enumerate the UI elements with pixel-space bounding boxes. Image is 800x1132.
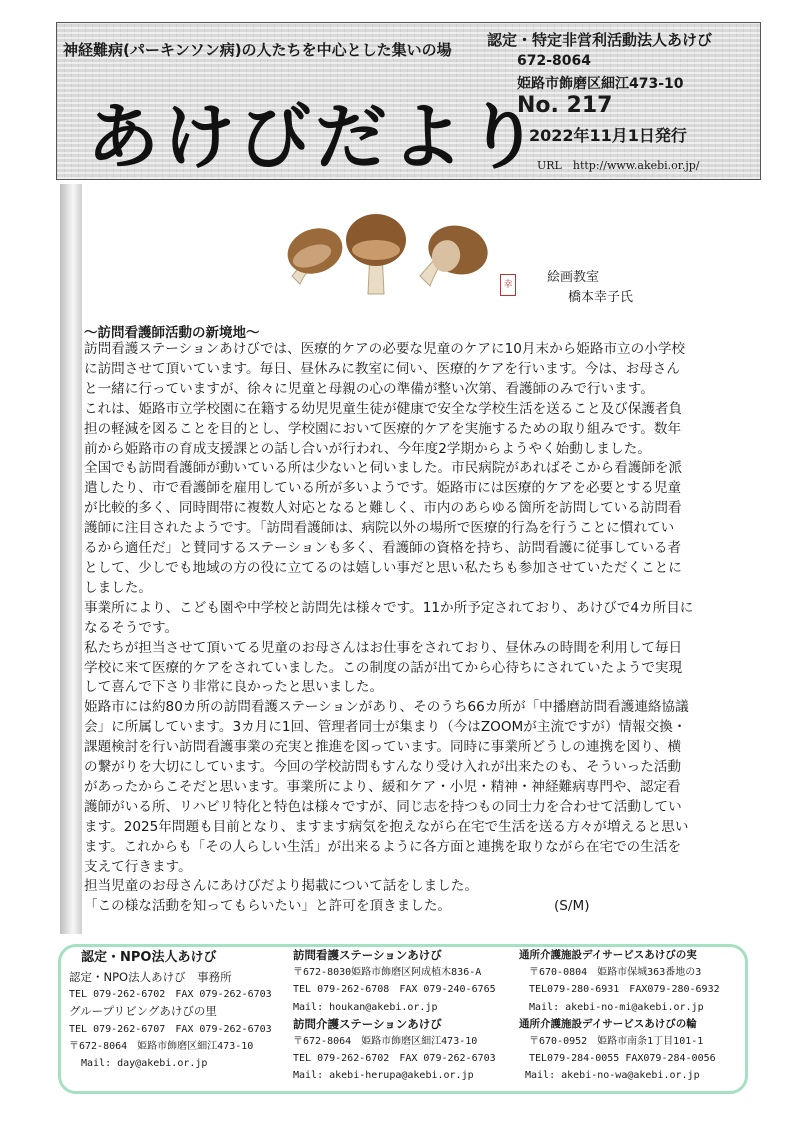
- article-line: 課題検討を行い訪問看護事業の充実と推進を図っています。同時に事業所どうしの連携を図り、横: [84, 739, 682, 756]
- care-station-tel-fax: TEL 079-262-6702 FAX 079-262-6703: [293, 1053, 496, 1065]
- illustration-credit-class: 絵画教室: [547, 270, 600, 285]
- office-tel-fax: TEL 079-262-6702 FAX 079-262-6703: [69, 989, 272, 1001]
- article-line: に訪問させて頂いています。毎日、昼休みに教室に伺い、医療的ケアを行います。今は、お母さん: [84, 360, 680, 377]
- group-living-label: グループリビングあけびの里: [69, 1004, 217, 1019]
- mushroom-illustration: [270, 206, 510, 302]
- organization-address: 姫路市飾磨区細江473-10: [517, 76, 684, 92]
- article-line: して喜んで下さり非常に良かったと思いました。: [84, 679, 384, 696]
- footer-column-day-services: [519, 947, 720, 1085]
- nursing-station-tel-fax: TEL 079-262-6708 FAX 079-240-6765: [293, 984, 496, 996]
- article-line: ます。これからも「その人らしい生活」が出来るように各方面と連携を取りながら在宅での生活を: [84, 838, 682, 855]
- article-line: があったからこそだと思います。事業所により、緩和ケア・小児・精神・神経難病専門や、認定看: [84, 778, 681, 795]
- group-living-tel-fax: TEL 079-262-6707 FAX 079-262-6703: [69, 1023, 272, 1035]
- website-url[interactable]: URL http://www.akebi.or.jp/: [537, 159, 700, 172]
- article-line: 前から姫路市の育成支援課との話し合いが行われ、今年度2学期からようやく始動しました。: [84, 440, 651, 457]
- nursing-station-title: 訪問看護ステーションあけび: [293, 948, 442, 962]
- care-station-mail[interactable]: Mail: akebi-herupa@akebi.or.jp: [293, 1070, 474, 1082]
- nursing-station-mail[interactable]: Mail: houkan@akebi.or.jp: [293, 1001, 438, 1013]
- article-line: 全国でも訪問看護師が動いている所は少ないと伺いました。市民病院があればそこから看護師を派: [84, 460, 683, 477]
- office-address: 〒672-8064 姫路市飾磨区細江473-10: [69, 1040, 254, 1052]
- article-line: なるそうです。: [84, 619, 179, 636]
- dayservice-mi-tel-fax: TEL079-280-6931 FAX079-280-6932: [529, 984, 720, 996]
- dayservice-wa-mail[interactable]: Mail: akebi-no-wa@akebi.or.jp: [525, 1070, 700, 1082]
- nursing-station-address: 〒672-8030姫路市飾磨区阿成植木836-A: [293, 967, 482, 979]
- postal-code: 672-8064: [517, 53, 591, 69]
- article-line: [84, 897, 749, 917]
- article-line: と一緒に行っていますが、徐々に児童と母親の心の準備が整い次第、看護師のみで行います。: [84, 380, 654, 397]
- dayservice-mi-title: 通所介護施設デイサービスあけびの実: [519, 949, 697, 961]
- article-line: 担当児童のお母さんにあけびだより掲載について話をしました。: [84, 878, 478, 895]
- masthead: [56, 22, 761, 180]
- article-line: 学校に来て医療的ケアをされていました。この制度の話が出てから心待ちにされていたようで実現: [84, 659, 683, 676]
- dayservice-wa-address: 〒670-0952 姫路市南条1丁目101-1: [529, 1036, 704, 1048]
- article-line: 担の軽減を図ることを目的とし、学校園において医療的ケアを実施するための取り組みです。数年: [84, 420, 682, 437]
- organization-name: 認定・特定非営利活動法人あけび: [487, 31, 713, 49]
- care-station-title: 訪問介護ステーションあけび: [293, 1016, 442, 1031]
- care-station-address: 〒672-8064 姫路市飾磨区細江473-10: [293, 1036, 478, 1048]
- office-label: 認定・NPO法人あけび 事務所: [69, 970, 232, 984]
- mushroom-3: [420, 219, 493, 286]
- mushroom-1: [281, 221, 349, 284]
- article-line: 護師がいる所、リハビリ特化と特色は様々ですが、同じ志を持つもの同士力を合わせて活動してい: [84, 798, 682, 815]
- article-line: 事業所により、こども園や中学校と訪問先は様々です。11か所予定されており、あけびで4カ所目に: [84, 599, 694, 616]
- article-line: 遣したり、市で看護師を雇用している所が多いようです。姫路市には医療的ケアを必要とする児童: [84, 480, 682, 497]
- newsletter-title: あけびだより: [87, 95, 544, 179]
- dayservice-wa-tel-fax: TEL079-284-0055 FAX079-284-0056: [529, 1053, 716, 1065]
- article-line: 会」に所属しています。3カ月に1回、管理者同士が集まり（今はZOOMが主流ですが）情報交換・: [84, 719, 687, 736]
- dayservice-mi-address: 〒670-0804 姫路市保城363番地の3: [529, 967, 702, 979]
- article-signature: (S/M): [554, 898, 590, 915]
- mushroom-2: [346, 214, 406, 294]
- tagline: 神経難病(パーキンソン病)の人たちを中心とした集いの場: [63, 41, 452, 59]
- article-line: 支えて行きます。: [84, 858, 192, 875]
- decorative-side-band: [60, 184, 82, 934]
- article-last-line: 「この様な活動を知ってもらいたい」と許可を頂きました。: [84, 898, 452, 915]
- article-line: 私たちが担当させて頂いてる児童のお母さんはお仕事をされており、昼休みの時間を利用して毎日: [84, 639, 683, 656]
- artist-seal: 幸: [500, 274, 516, 296]
- dayservice-mi-mail[interactable]: Mail: akebi-no-mi@akebi.or.jp: [529, 1001, 704, 1013]
- article-title: ～訪問看護師活動の新境地～: [84, 325, 260, 341]
- article-line: として、少しでも地域の方の役に立てるのは嬉しい事だと思い私たちも参加させていただくことに: [84, 559, 682, 576]
- article-line: の繋がりを大切にしています。今回の学校訪問もすんなり受け入れが出来たのも、そういった活動: [84, 759, 682, 776]
- footer-column-main-office: [69, 947, 272, 1072]
- article-line: るから適任だ」と賛同するステーションも多く、看護師の資格を持ち、訪問看護に従事している者: [84, 540, 682, 557]
- article-line: これは、姫路市立学校園に在籍する幼児児童生徒が健康で安全な学校生活を送ること及び保護者負: [84, 400, 683, 417]
- article-line: 護師に注目されたようです。「訪問看護師は、病院以外の場所で医療的行為を行うことに慣れてい: [84, 520, 675, 537]
- issue-date: 2022年11月1日発行: [529, 126, 687, 145]
- contact-footer: [58, 944, 748, 1094]
- dayservice-wa-title: 通所介護施設デイサービスあけびの輪: [519, 1017, 697, 1030]
- footer-org-title: 認定・NPO法人あけび: [81, 950, 217, 965]
- article-body: [84, 340, 749, 917]
- footer-column-stations: [293, 947, 496, 1085]
- illustration-credit-artist: 橋本幸子氏: [568, 290, 634, 305]
- article-line: ます。2025年問題も目前となり、ますます病気を抱えながら在宅で生活を送る方々が増えると思い: [84, 818, 689, 835]
- article-line: 訪問看護ステーションあけびでは、医療的ケアの必要な児童のケアに10月末から姫路市立の小学校: [84, 341, 686, 357]
- article-line: が比較的多く、同時間帯に複数人対応となると難しく、市内のあらゆる箇所を訪問している訪問看: [84, 500, 682, 517]
- issue-number: No. 217: [517, 93, 613, 118]
- article-line: 姫路市には約80カ所の訪問看護ステーションがあり、そのうち66カ所が「中播磨訪問看護連絡協議: [84, 699, 689, 716]
- article-line: しました。: [84, 579, 152, 596]
- office-mail[interactable]: Mail: day@akebi.or.jp: [81, 1058, 208, 1070]
